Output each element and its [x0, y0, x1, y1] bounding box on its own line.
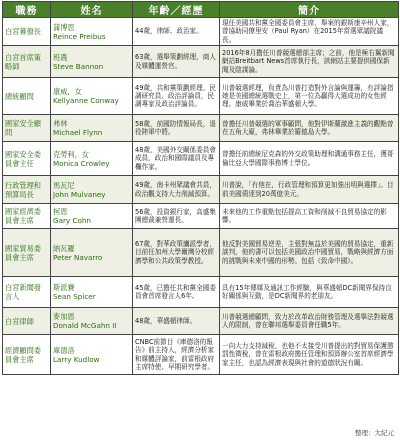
age-background-cell: 49歲，共和黨策劃經理、民調研究員、政治評論員，民調專家及政治評論員。: [133, 78, 220, 115]
summary-cell: 一向大力支持減稅，也他不太接受川普提出的對貿易保護懲罰性徵稅，曾在雷根政府擔任管理和預算辦公室首席經濟學家主任，也認為經濟表現與社會的道德狀況有關。: [220, 335, 399, 375]
name-cell: [51, 204, 133, 229]
position-cell: 國家安全委員會主任: [3, 142, 51, 176]
name-chinese: 馬瓦尼: [53, 180, 75, 190]
name-cell: [51, 115, 133, 142]
name-english: Sean Spicer: [53, 292, 96, 301]
position-cell: 白宮新聞發言人: [3, 277, 51, 308]
table-row: [3, 335, 399, 375]
name-english: Monica Crowley: [53, 158, 110, 168]
name-chinese: 班農: [53, 52, 68, 62]
age-background-cell: 48歲，華盛頓律師。: [133, 308, 220, 335]
position-cell: 國家經濟委員會主席: [3, 204, 51, 229]
name-chinese: 康威，女: [53, 87, 82, 96]
age-background-cell: 56歲，投資銀行家，高盛集團總裁兼營運長。: [133, 204, 220, 229]
name-chinese: 納瓦羅: [53, 243, 75, 253]
name-english: Michael Flynn: [53, 128, 103, 137]
name-english: Kellyanne Conway: [53, 96, 119, 105]
summary-cell: 曾擔任川普競選的軍事顧問，他對伊斯蘭激進主義的觀點曾在五角大廈，弗林畢業於羅德島大學。: [220, 115, 399, 142]
name-cell: [51, 308, 133, 335]
summary-cell: 曾擔任前總統尼克森的外交政策助理和溝通事務主任，獲哥倫比亞大學國際事務博士學位。: [220, 142, 399, 176]
position-cell: 白宮律師: [3, 308, 51, 335]
header-age-background: 年齡／經歷: [133, 2, 220, 18]
name-chinese: 斯派賽: [53, 283, 75, 292]
summary-cell: 具有15年傳媒及通訊工作經驗，與華盛頓DC新聞界保持良好關係與互動，是DC新聞界的老朋友。: [220, 277, 399, 308]
table-row: [3, 229, 399, 277]
age-background-cell: CNBC前節目《庫德洛的報告》前主持人，經濟分析家和媒體評論家，前雷根政府主席特使、早期研究學者。: [133, 335, 220, 375]
page: [0, 1, 400, 440]
position-cell: 行政管理和預算局長: [3, 176, 51, 204]
table-row: [3, 176, 399, 204]
table-row: [3, 78, 399, 115]
name-chinese: 柯恩: [53, 207, 68, 216]
name-cell: [51, 46, 133, 78]
credit: 整理：大紀元: [355, 429, 394, 437]
position-cell: 國家貿易委員會主席: [3, 229, 51, 277]
age-background-cell: 49歲，南卡州眾議會共員，政治觀支持大力削減預算。: [133, 176, 220, 204]
age-background-cell: 48歲，美國外交關係委員會成員，政治和國際議員及專欄作家。: [133, 142, 220, 176]
table-row: [3, 18, 399, 46]
summary-cell: 他反對美國貿易逆差，主張對無益於美國的貿易協定，重新談判，他的書可以包括美國政治中國貿易，戰略與經濟方面的挑戰與未來中國的形勢。包括《致命中國》。: [220, 229, 399, 277]
table-row: [3, 277, 399, 308]
name-chinese: 克勞利，女: [53, 149, 89, 159]
name-english: Larry Kudlow: [53, 354, 100, 364]
position-cell: 國家安全顧問: [3, 115, 51, 142]
name-english: Donald McGahn II: [53, 321, 117, 330]
name-cell: [51, 277, 133, 308]
summary-cell: 2016年8月擔任川普競選總部主席；之前，他是極右翼新聞網站Breitbart News首席執行長，該網站主要提供國保新聞及陰謀論。: [220, 46, 399, 78]
position-cell: 白宮幕僚長: [3, 18, 51, 46]
name-english: Steve Bannon: [53, 61, 104, 71]
table-row: [3, 142, 399, 176]
name-cell: [51, 142, 133, 176]
name-english: Gary Cohn: [53, 216, 91, 225]
summary-cell: 川普說，「有他在，行政管理和預算更加強出明與選擇」。目前美國債達到20萬億美元。: [220, 176, 399, 204]
name-chinese: 庫德洛: [53, 345, 75, 355]
header-summary: 簡介: [220, 2, 399, 18]
name-english: John Mulvaney: [53, 189, 106, 199]
header-position: 職務: [3, 2, 51, 18]
name-cell: [51, 78, 133, 115]
age-background-cell: 58歲，前國防情報局長，退役陸軍中將。: [133, 115, 220, 142]
position-cell: 經濟顧問委員會主席: [3, 335, 51, 375]
position-cell: 總統顧問: [3, 78, 51, 115]
age-background-cell: 63歲，選舉策劃經理，商人及媒體運營官。: [133, 46, 220, 78]
table-row: [3, 46, 399, 78]
table-row: [3, 115, 399, 142]
summary-cell: 川普競選經理，負責為川普打造對外言論與運籌，有評論指她是美國總統選戰史上，第一位為贏得大選成功的女性經理。康威畢業於喬治華盛頓大學。: [220, 78, 399, 115]
name-cell: [51, 335, 133, 375]
name-cell: [51, 176, 133, 204]
name-cell: [51, 229, 133, 277]
header-name: 姓名: [51, 2, 133, 18]
name-chinese: 麥加恩: [53, 312, 75, 321]
age-background-cell: 45歲，已擔任共和黨全國委員會首席發言人6年。: [133, 277, 220, 308]
age-background-cell: 67歲，對華政策鷹派學者，目前任加州大學爾灣分校經濟學和公共政策學教授。: [133, 229, 220, 277]
summary-cell: 未來他的工作重點包括提高工資和削減不良貿易協定的影響。: [220, 204, 399, 229]
summary-cell: 現任美國共和黨全國委員會主席，舉案的銀斯康辛州人家，曾協助同僚里安（Paul Ryan）在2015年當選眾議院議長。: [220, 18, 399, 46]
name-chinese: 弗林: [53, 119, 68, 128]
table-row: [3, 308, 399, 335]
table-header-row: [3, 2, 399, 18]
officials-table: [2, 1, 399, 375]
age-background-cell: 44歲，律師、政治家。: [133, 18, 220, 46]
table-body: [3, 18, 399, 375]
table-row: [3, 204, 399, 229]
name-cell: [51, 18, 133, 46]
name-chinese: 蒲博思: [53, 22, 75, 32]
position-cell: 白宮首席策略師: [3, 46, 51, 78]
name-english: Peter Navarro: [53, 252, 103, 262]
name-english: Reince Preibus: [53, 31, 106, 41]
summary-cell: 川普競選總顧問，致力於改革政治財務管理及選舉法對競選人的限制，曾在聯邦選舉委員會任職5年。: [220, 308, 399, 335]
